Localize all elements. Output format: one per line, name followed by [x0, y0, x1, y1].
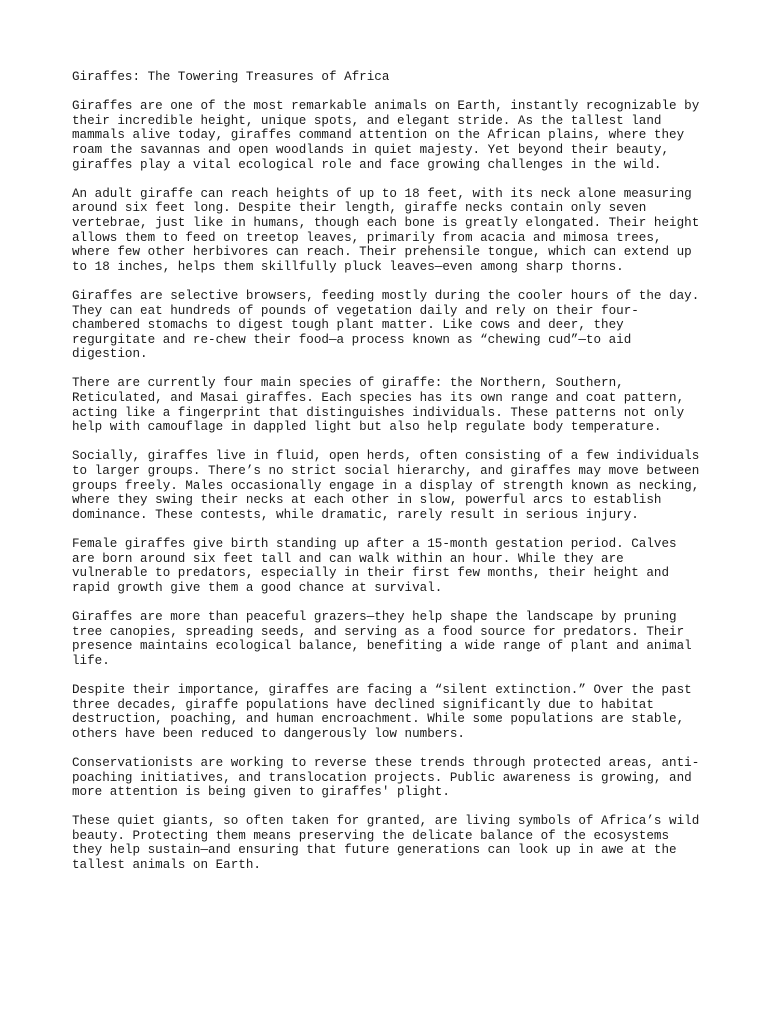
- paragraph-height: An adult giraffe can reach heights of up to 18 feet, with its neck alone measuring around six feet long. Despite their length, giraffe necks contain only seven vertebrae, just like in humans, though each bone is greatly elongated. Their height allows them to feed on treetop leaves, primarily from acacia and mimosa trees, where few other herbivores can reach. Their prehensile tongue, which can extend up to 18 inches, helps them skillfully pluck leaves—even among sharp thorns.: [72, 186, 700, 274]
- paragraph-birth: Female giraffes give birth standing up after a 15-month gestation period. Calves are born around six feet tall and can walk within an hour. While they are vulnerable to predators, especially in their first few months, their height and rapid growth give them a good chance at survival.: [72, 537, 677, 595]
- paragraph-species: There are currently four main species of giraffe: the Northern, Southern, Reticulated, and Masai giraffes. Each species has its own range and coat pattern, acting like a fingerprint that distinguishes individuals. These patterns not only help with camouflage in dappled light but also help regulate body temperature.: [72, 376, 685, 435]
- document-page: [72, 70, 702, 887]
- paragraph-social: Socially, giraffes live in fluid, open herds, often consisting of a few individuals to larger groups. There’s no strict social hierarchy, and giraffes may move between groups freely. Males occasionally engage in a display of strength known as necking, where they swing their necks at each other in slow, powerful arcs to establish dominance. These contests, while dramatic, rarely result in serious injury.: [72, 449, 700, 522]
- paragraph-decline: Despite their importance, giraffes are facing a “silent extinction.” Over the past three decades, giraffe populations have declined significantly due to habitat destruction, poaching, and human encroachment. While some populations are stable, others have been reduced to dangerously low numbers.: [72, 682, 692, 741]
- paragraph-intro: Giraffes are one of the most remarkable animals on Earth, instantly recognizable by their incredible height, unique spots, and elegant stride. As the tallest land mammals alive today, giraffes command attention on the African plains, where they roam the savannas and open woodlands in quiet majesty. Yet beyond their beauty, giraffes play a vital ecological role and face growing challenges in the wild.: [72, 99, 700, 172]
- paragraph-conclusion: These quiet giants, so often taken for granted, are living symbols of Africa’s wild beauty. Protecting them means preserving the delicate balance of the ecosystems they help sustain—and ensuring that future generations can look up in awe at the tallest animals on Earth.: [72, 814, 700, 873]
- paragraph-diet: Giraffes are selective browsers, feeding mostly during the cooler hours of the day. They can eat hundreds of pounds of vegetation daily and rely on their four- chambered stomachs to digest tough plant matter. Like cows and deer, they regurgitate and re-chew their food—a process known as “chewing cud”—to aid digestion.: [72, 288, 700, 362]
- paragraph-ecology: Giraffes are more than peaceful grazers—they help shape the landscape by pruning tree canopies, spreading seeds, and serving as a food source for predators. Their presence maintains ecological balance, benefiting a wide range of plant and animal life.: [72, 609, 692, 668]
- paragraph-conservation: Conservationists are working to reverse these trends through protected areas, anti- poaching initiatives, and translocation projects. Public awareness is growing, and more attention is being given to giraffes' plight.: [72, 755, 700, 800]
- document-title: Giraffes: The Towering Treasures of Africa: [72, 70, 390, 84]
